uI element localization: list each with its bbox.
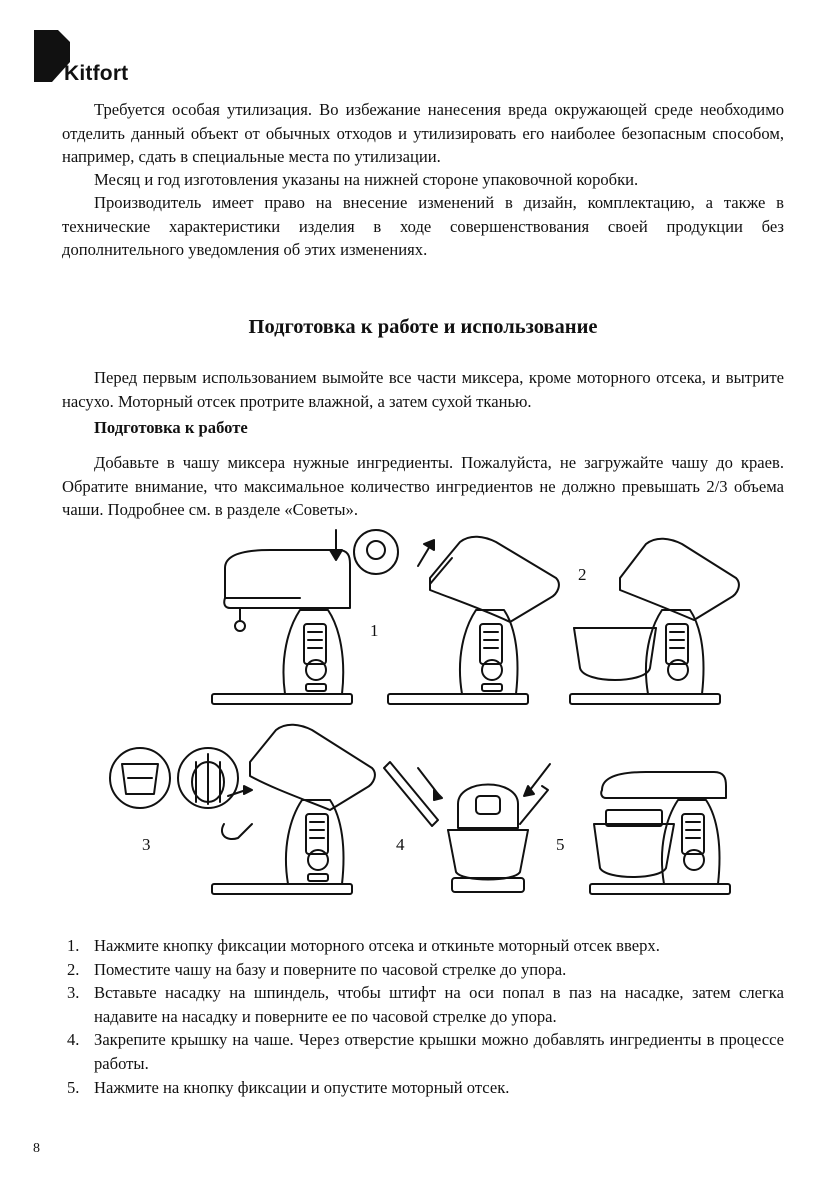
mixer-bowl-drawing: [570, 539, 739, 704]
list-item: 3. Вставьте насадку на шпиндель, чтобы штифт на оси попал в паз на насадке, затем слегка надавите на насадку и поверните ее по часовой стрелке до упора.: [67, 983, 784, 1026]
intro-paragraph-date: Месяц и год изготовления указаны на нижней стороне упаковочной коробки.: [94, 170, 639, 189]
intro-paragraph-changes: Производитель имеет право на внесение изменений в дизайн, комплектацию, а также в технические характеристики изделия в ходе совершенствования своей продукции без дополнительного уведомления об этих изменениях.: [62, 193, 784, 260]
section-title: Подготовка к работе и использование: [248, 316, 598, 338]
figure-label-4: 4: [396, 835, 405, 854]
page-number: 8: [33, 1141, 40, 1156]
section-subparagraph: Добавьте в чашу миксера нужные ингредиенты. Пожалуйста, не загружайте чашу до краев. Обратите внимание, что максимальное количество ингредиентов не должно превышать 2/3 объема чаши. Подробнее см. в разделе «Советы».: [62, 453, 784, 520]
figure-label-1: 1: [370, 621, 379, 640]
mixer-lid-drawing: [384, 762, 550, 892]
brand-logo: [34, 30, 154, 90]
brand-name: Kitfort: [64, 62, 129, 85]
list-item: 5. Нажмите на кнопку фиксации и опустите моторный отсек.: [67, 1077, 510, 1097]
section-subheading: Подготовка к работе: [94, 418, 248, 437]
list-item: 1. Нажмите кнопку фиксации моторного отсека и откиньте моторный отсек вверх.: [67, 936, 660, 955]
steps-list: [62, 934, 784, 1099]
list-item: 4. Закрепите крышку на чаше. Через отверстие крышки можно добавлять ингредиенты в процессе работы.: [67, 1030, 784, 1073]
mixer-closed-drawing: [212, 550, 352, 704]
figure-label-3: 3: [142, 835, 151, 854]
figure-label-2: 2: [578, 565, 587, 584]
mixer-assembled-drawing: [590, 772, 730, 894]
list-item: 2. Поместите чашу на базу и поверните по часовой стрелке до упора.: [67, 959, 567, 979]
intro-paragraph-disposal: Требуется особая утилизация. Во избежание нанесения вреда окружающей среде необходимо отделить данный объект от обычных отходов и утилизировать его наиболее безопасным способом, например, сдать в специальные места по утилизации.: [62, 100, 784, 167]
figure-label-5: 5: [556, 835, 565, 854]
section-intro: Перед первым использованием вымойте все части миксера, кроме моторного отсека, и вытрите насухо. Моторный отсек протрите влажной, а затем сухой тканью.: [62, 368, 784, 411]
attachments-drawing: [110, 748, 238, 808]
assembly-illustration: [100, 528, 790, 908]
mixer-attachment-drawing: [212, 725, 375, 894]
mixer-tilted-drawing: [388, 537, 559, 704]
